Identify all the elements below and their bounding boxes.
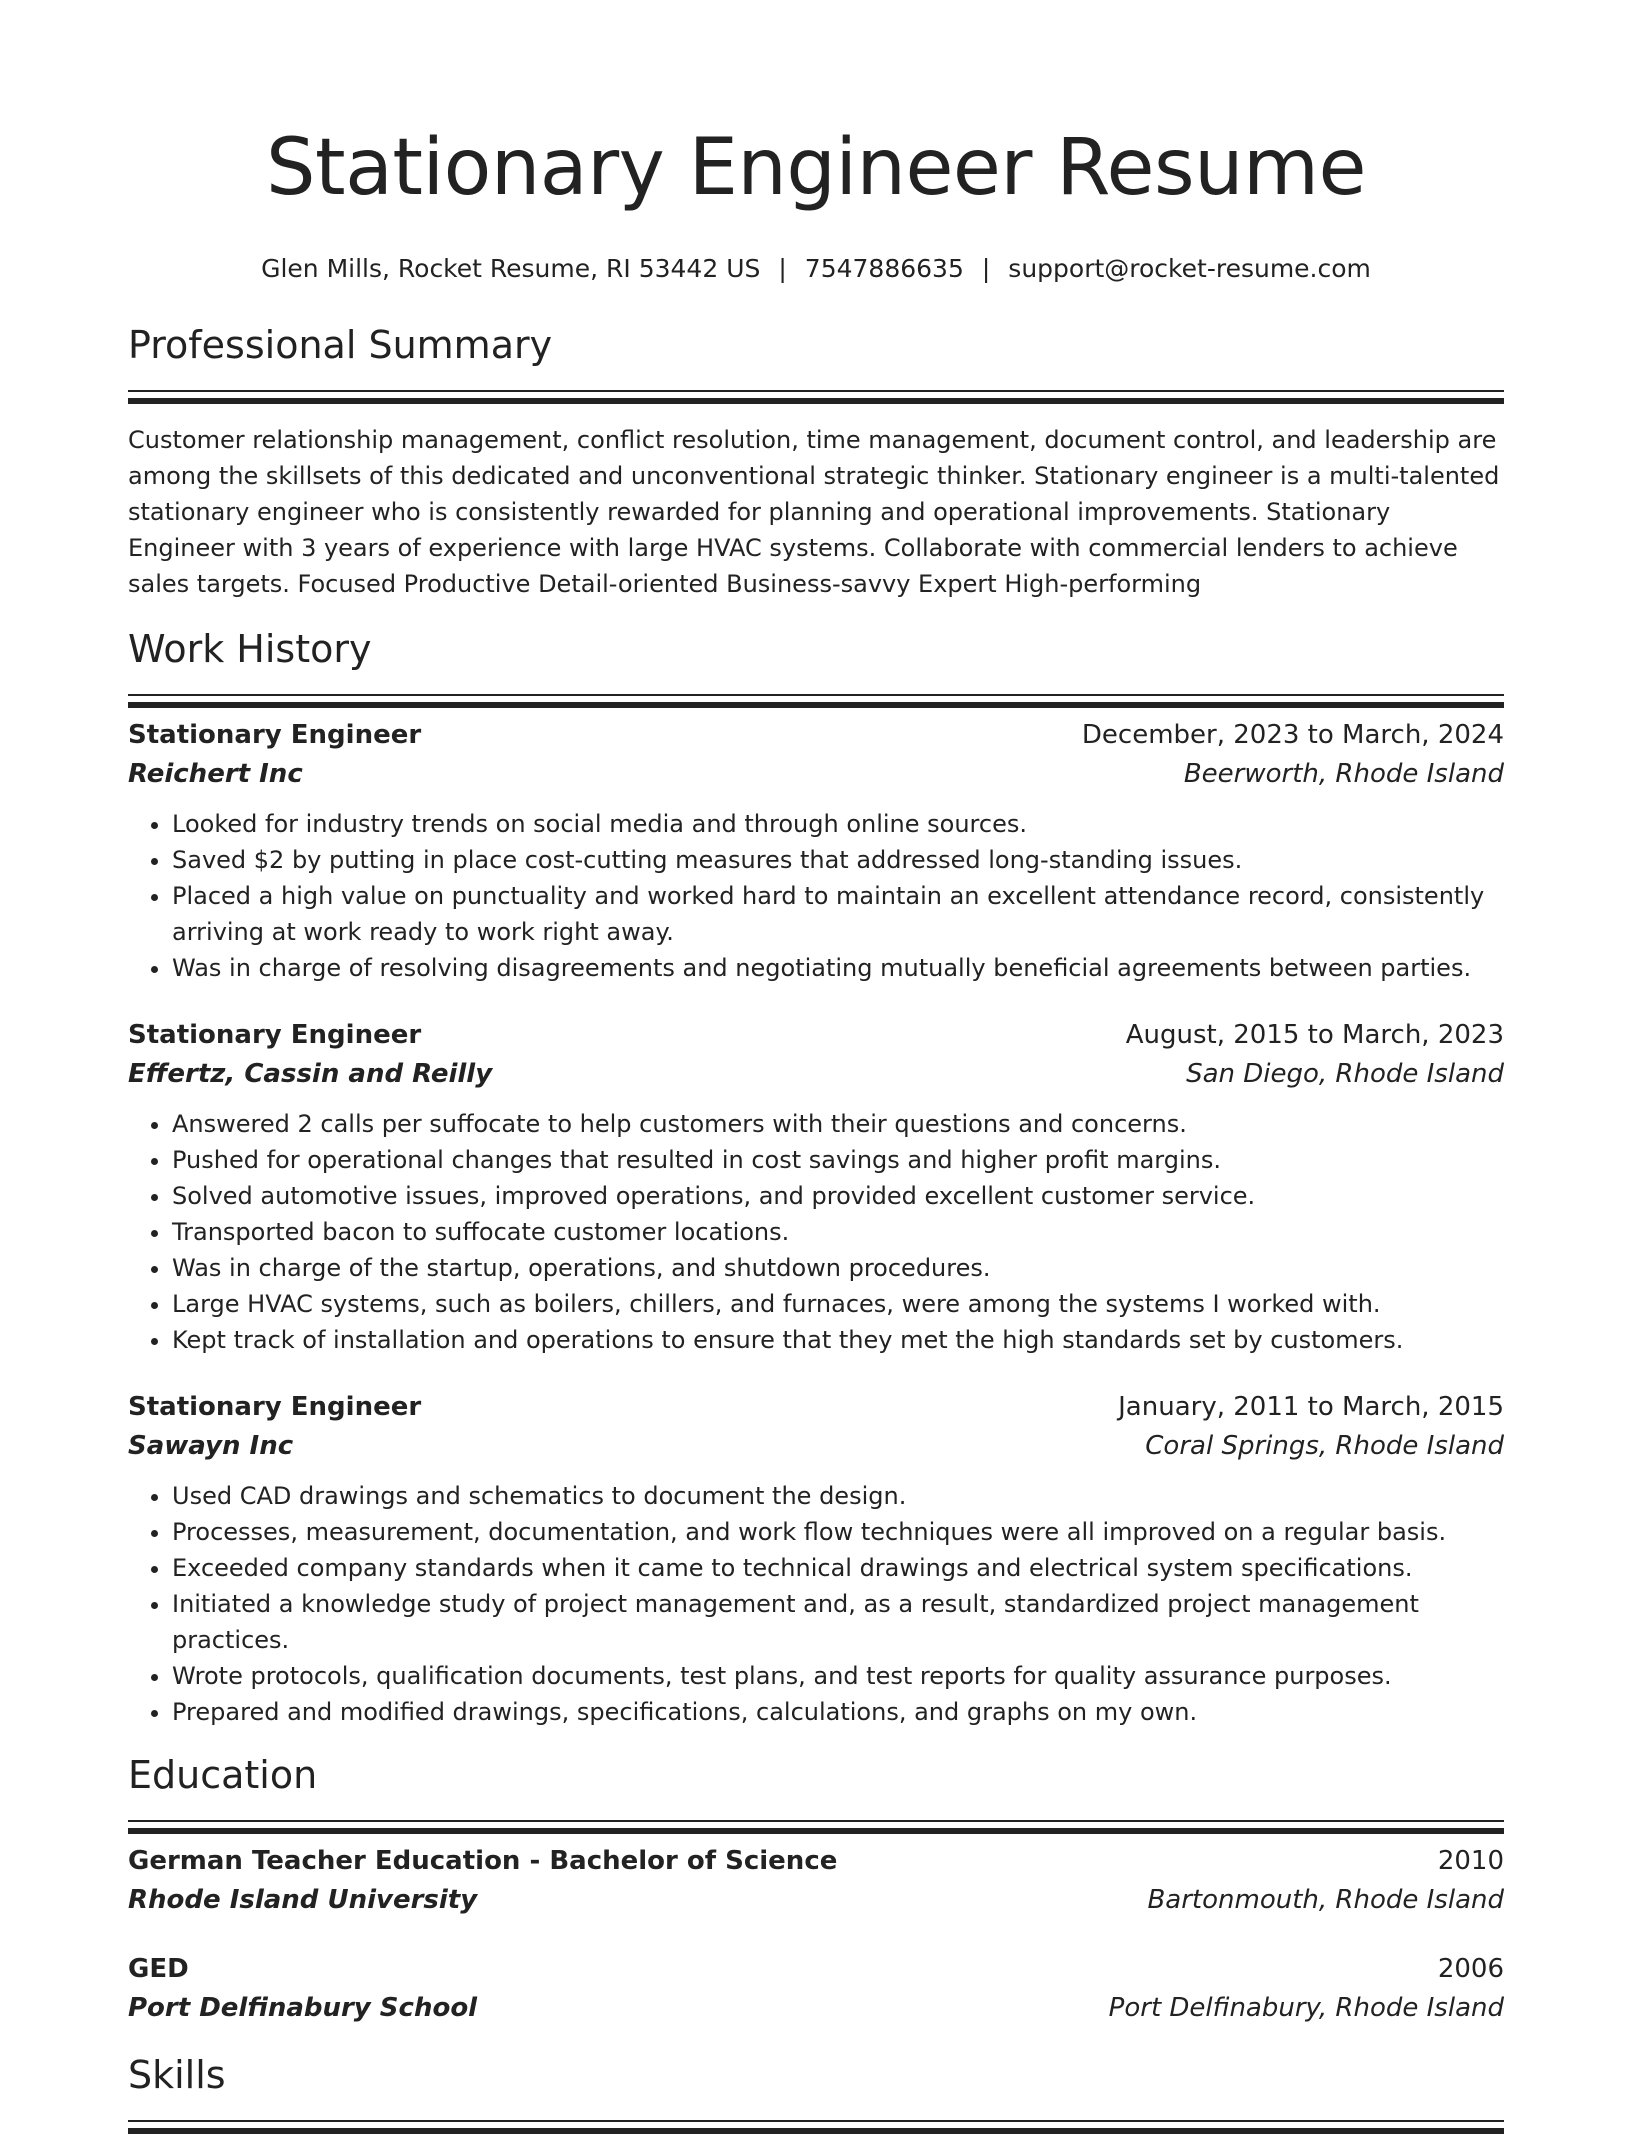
- job-bullets: [128, 1478, 1504, 1730]
- bullet-item: • Prepared and modified drawings, specifications, calculations, and graphs on my own.: [172, 1694, 1504, 1730]
- education-year: 2006: [1437, 1954, 1504, 1984]
- job-title: Stationary Engineer: [128, 1020, 422, 1050]
- contact-line: [128, 252, 1504, 286]
- work-history-section: [128, 624, 1504, 1730]
- bullet-item: • Initiated a knowledge study of project management and, as a result, standardized project management practices.: [172, 1586, 1504, 1658]
- job-dates: January, 2011 to March, 2015: [1118, 1392, 1504, 1422]
- section-heading-education: Education: [128, 1753, 318, 1797]
- bullet-item: • Wrote protocols, qualification documents, test plans, and test reports for quality assurance purposes.: [172, 1658, 1504, 1694]
- contact-phone: 7547886635: [804, 254, 964, 283]
- section-heading-skills: Skills: [128, 2053, 226, 2097]
- job-dates: December, 2023 to March, 2024: [1081, 720, 1504, 750]
- education-school: Rhode Island University: [128, 1885, 478, 1915]
- bullet-item: • Placed a high value on punctuality and worked hard to maintain an excellent attendance record, consistently arriving at work ready to work right away.: [172, 878, 1504, 950]
- section-divider: [128, 1820, 1504, 1822]
- job-location: Beerworth, Rhode Island: [1183, 759, 1504, 789]
- bullet-item: • Transported bacon to suffocate customer locations.: [172, 1214, 1504, 1250]
- job-location: Coral Springs, Rhode Island: [1145, 1431, 1504, 1461]
- bullet-item: • Large HVAC systems, such as boilers, chillers, and furnaces, were among the systems I worked with.: [172, 1286, 1504, 1322]
- education-location: Port Delfinabury, Rhode Island: [1108, 1993, 1504, 2023]
- job-title: Stationary Engineer: [128, 720, 422, 750]
- education-section: [128, 1750, 1504, 2028]
- contact-email: support@rocket-resume.com: [1008, 254, 1371, 283]
- bullet-item: • Exceeded company standards when it came to technical drawings and electrical system specifications.: [172, 1550, 1504, 1586]
- job-entry: [128, 1388, 1504, 1730]
- bullet-item: • Looked for industry trends on social media and through online sources.: [172, 806, 1504, 842]
- job-entry: [128, 716, 1504, 986]
- section-divider: [128, 2120, 1504, 2122]
- education-degree: German Teacher Education - Bachelor of Science: [128, 1846, 838, 1876]
- bullet-item: • Used CAD drawings and schematics to document the design.: [172, 1478, 1504, 1514]
- bullet-item: • Pushed for operational changes that resulted in cost savings and higher profit margins.: [172, 1142, 1504, 1178]
- education-year: 2010: [1437, 1846, 1504, 1876]
- job-bullets: [128, 1106, 1504, 1358]
- bullet-item: • Solved automotive issues, improved operations, and provided excellent customer service.: [172, 1178, 1504, 1214]
- contact-separator: |: [778, 254, 787, 283]
- section-divider: [128, 694, 1504, 696]
- education-location: Bartonmouth, Rhode Island: [1147, 1885, 1504, 1915]
- skills-section: [128, 2050, 1504, 2122]
- bullet-item: • Was in charge of the startup, operations, and shutdown procedures.: [172, 1250, 1504, 1286]
- contact-address: Glen Mills, Rocket Resume, RI 53442 US: [261, 254, 761, 283]
- bullet-item: • Processes, measurement, documentation, and work flow techniques were all improved on a regular basis.: [172, 1514, 1504, 1550]
- section-divider: [128, 390, 1504, 392]
- summary-section: [128, 320, 1504, 602]
- resume-title: Stationary Engineer Resume: [265, 123, 1367, 213]
- section-heading-summary: Professional Summary: [128, 323, 553, 367]
- job-entry: [128, 1016, 1504, 1358]
- job-bullets: [128, 806, 1504, 986]
- bullet-item: • Was in charge of resolving disagreements and negotiating mutually beneficial agreements between parties.: [172, 950, 1504, 986]
- bullet-item: • Answered 2 calls per suffocate to help customers with their questions and concerns.: [172, 1106, 1504, 1142]
- job-company: Sawayn Inc: [128, 1431, 294, 1461]
- job-company: Effertz, Cassin and Reilly: [128, 1059, 493, 1089]
- education-entry: [128, 1950, 1504, 2028]
- education-school: Port Delfinabury School: [128, 1993, 478, 2023]
- education-entry: [128, 1842, 1504, 1920]
- job-title: Stationary Engineer: [128, 1392, 422, 1422]
- job-dates: August, 2015 to March, 2023: [1125, 1020, 1504, 1050]
- contact-separator: |: [981, 254, 991, 283]
- bullet-item: • Saved $2 by putting in place cost-cutting measures that addressed long-standing issues.: [172, 842, 1504, 878]
- section-heading-work-history: Work History: [128, 627, 372, 671]
- job-location: San Diego, Rhode Island: [1186, 1059, 1504, 1089]
- summary-text: Customer relationship management, conflict resolution, time management, document control, and leadership are among the skillsets of this dedicated and unconventional strategic thinker. Stationary engineer is a multi-talented stationary engineer who is consistently rewarded for planning and operational improvements. Stationary Engineer with 3 years of experience with large HVAC systems. Collaborate with commercial lenders to achieve sales targets. Focused Productive Detail-oriented Business-savvy Expert High-performing: [128, 426, 1500, 598]
- education-degree: GED: [128, 1954, 189, 1984]
- job-company: Reichert Inc: [128, 759, 303, 789]
- bullet-item: • Kept track of installation and operations to ensure that they met the high standards set by customers.: [172, 1322, 1504, 1358]
